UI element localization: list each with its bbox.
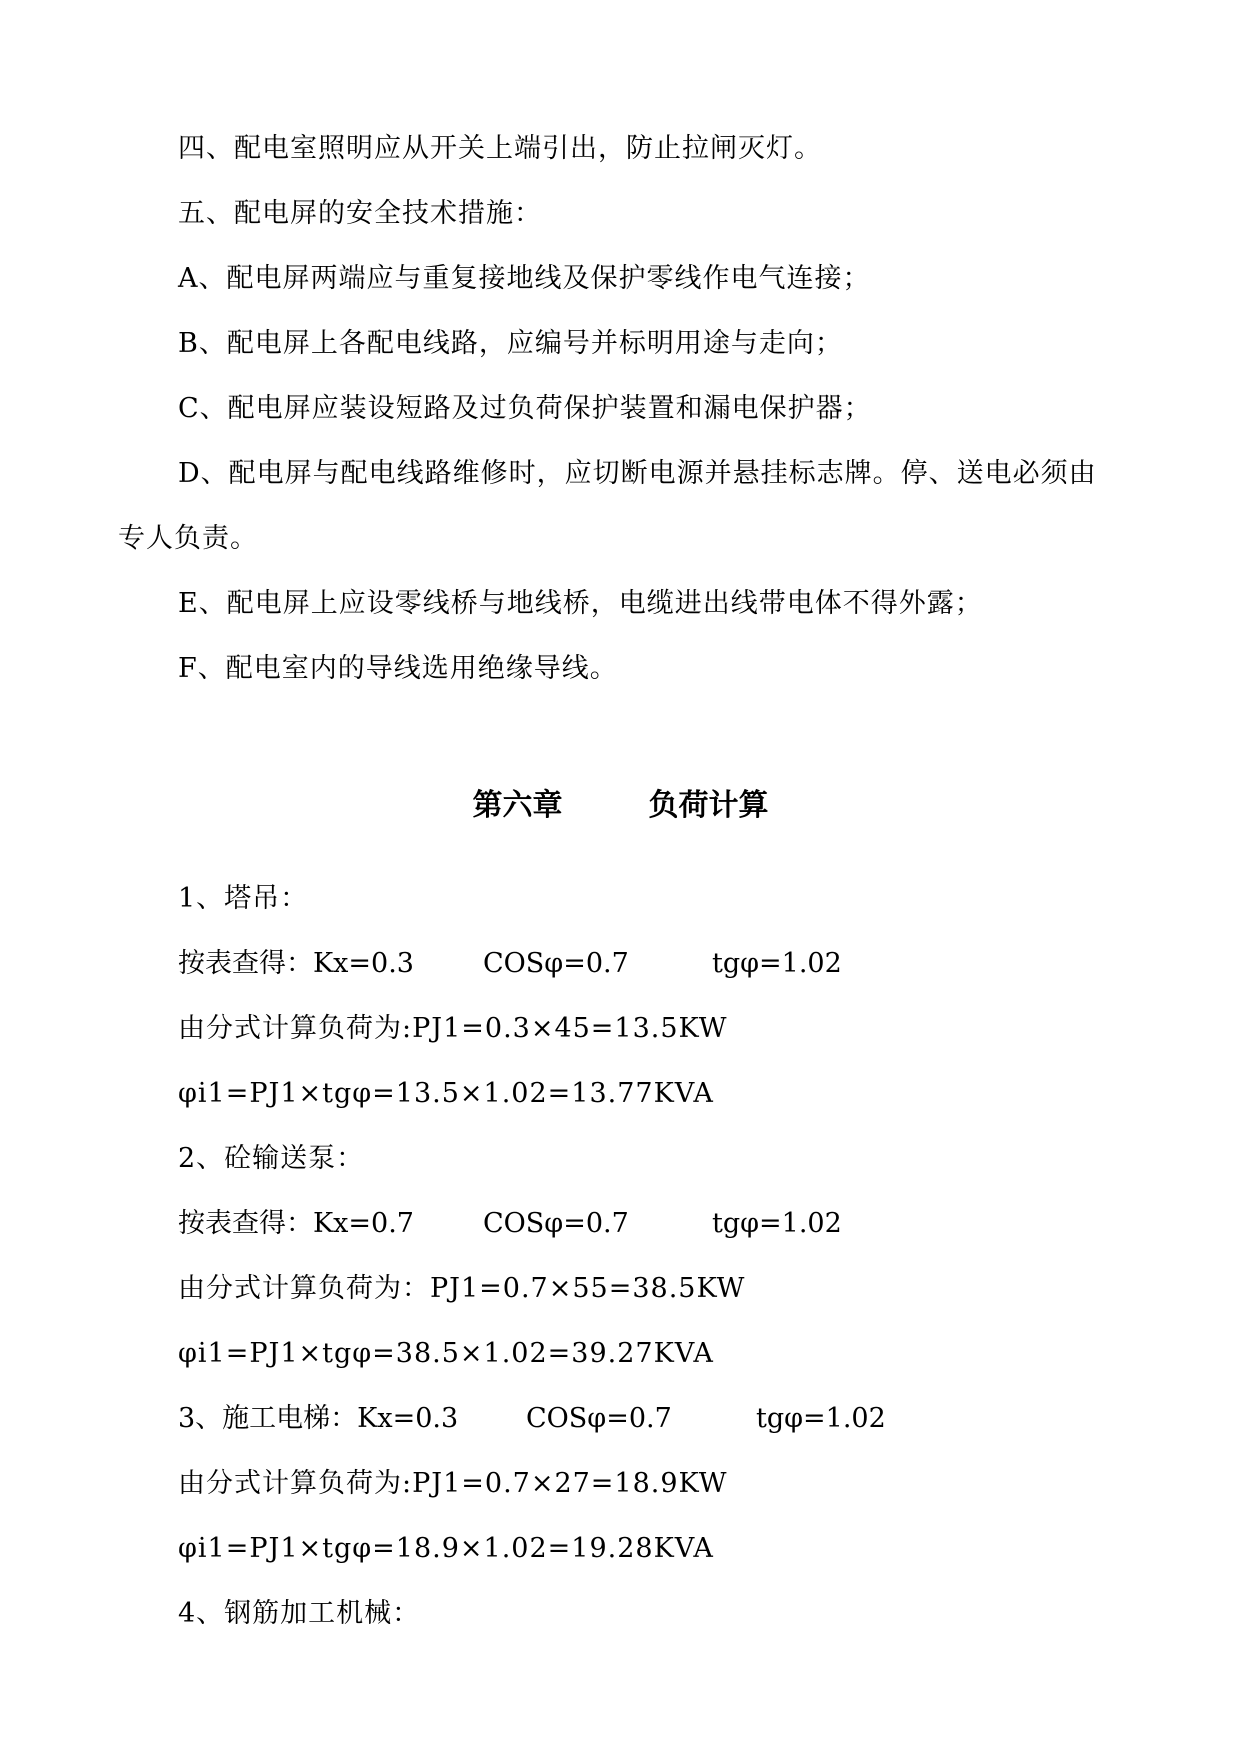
load-elevator-tg: tgφ=1.02 bbox=[756, 1403, 886, 1434]
load-rebar-machine-title: 4、钢筋加工机械： bbox=[178, 1598, 421, 1629]
load-tower-crane-tg: tgφ=1.02 bbox=[712, 948, 842, 979]
chapter-number: 第六章 bbox=[472, 788, 563, 823]
load-tower-crane-kx: 按表查得：Kx=0.3 bbox=[178, 948, 414, 979]
load-elevator-kx: 3、施工电梯：Kx=0.3 bbox=[178, 1403, 459, 1434]
paragraph-item-4: 四、配电室照明应从开关上端引出，防止拉闸灭灯。 bbox=[178, 133, 822, 164]
load-concrete-pump-cos: COSφ=0.7 bbox=[483, 1208, 629, 1239]
paragraph-item-c: C、配电屏应装设短路及过负荷保护装置和漏电保护器； bbox=[178, 393, 872, 424]
load-concrete-pump-tg: tgφ=1.02 bbox=[712, 1208, 842, 1239]
load-elevator-pj: 由分式计算负荷为:PJ1=0.7×27=18.9KW bbox=[178, 1468, 728, 1499]
paragraph-item-d-line2: 专人负责。 bbox=[118, 523, 258, 554]
load-concrete-pump-pj: 由分式计算负荷为：PJ1=0.7×55=38.5KW bbox=[178, 1273, 746, 1304]
paragraph-item-a: A、配电屏两端应与重复接地线及保护零线作电气连接； bbox=[178, 263, 871, 294]
paragraph-item-e: E、配电屏上应设零线桥与地线桥，电缆进出线带电体不得外露； bbox=[178, 588, 983, 619]
load-tower-crane-qj: φi1=PJ1×tgφ=13.5×1.02=13.77KVA bbox=[178, 1078, 714, 1109]
load-tower-crane-title: 1、塔吊： bbox=[178, 883, 309, 914]
paragraph-item-d-line1: D、配电屏与配电线路维修时，应切断电源并悬挂标志牌。停、送电必须由 bbox=[178, 458, 1097, 489]
load-concrete-pump-title: 2、砼输送泵： bbox=[178, 1143, 365, 1174]
chapter-heading bbox=[0, 780, 1241, 824]
load-elevator-qj: φi1=PJ1×tgφ=18.9×1.02=19.28KVA bbox=[178, 1533, 714, 1564]
paragraph-item-f: F、配电室内的导线选用绝缘导线。 bbox=[178, 653, 618, 684]
load-tower-crane-pj: 由分式计算负荷为:PJ1=0.3×45=13.5KW bbox=[178, 1013, 728, 1044]
chapter-title: 负荷计算 bbox=[648, 788, 769, 823]
load-concrete-pump-qj: φi1=PJ1×tgφ=38.5×1.02=39.27KVA bbox=[178, 1338, 714, 1369]
load-tower-crane-cos: COSφ=0.7 bbox=[483, 948, 629, 979]
load-concrete-pump-kx: 按表查得：Kx=0.7 bbox=[178, 1208, 414, 1239]
paragraph-item-5-title: 五、配电屏的安全技术措施： bbox=[178, 198, 542, 229]
paragraph-item-b: B、配电屏上各配电线路，应编号并标明用途与走向； bbox=[178, 328, 843, 359]
load-elevator-cos: COSφ=0.7 bbox=[526, 1403, 672, 1434]
